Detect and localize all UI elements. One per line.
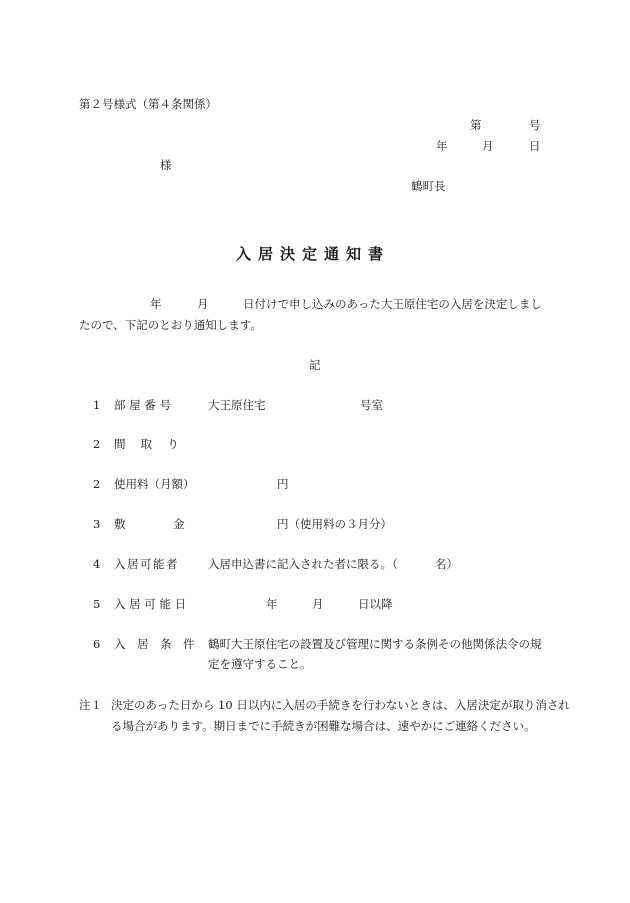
document-title: 入居決定通知書 — [236, 245, 391, 263]
item-label: 入 居 可 能 日 — [114, 597, 187, 611]
item-number: 6 — [93, 637, 101, 651]
item-label: 入居可能者 — [114, 557, 179, 571]
form-label: 第２号様式（第４条関係） — [79, 97, 217, 111]
item-condition-line2: 定を遵守すること。 — [208, 657, 312, 671]
note-line1: 決定のあった日から 10 日以内に入居の手続きを行わないときは、入居決定が取り消され — [111, 698, 570, 712]
intro-line2: たので、下記のとおり通知します。 — [79, 318, 262, 332]
item-month: 月 — [312, 597, 324, 611]
intro-year: 年 — [150, 297, 162, 311]
addressee-suffix: 様 — [160, 158, 172, 172]
ki-heading: 記 — [309, 358, 321, 372]
item-number: 2 — [93, 477, 101, 491]
date-year: 年 — [436, 139, 448, 153]
date-day: 日 — [529, 139, 541, 153]
item-number: 4 — [93, 557, 101, 571]
item-value-suffix: 号室 — [360, 398, 383, 412]
item-label: 入 居 条 件 — [114, 637, 195, 651]
item-label: 敷 — [114, 517, 126, 531]
intro-month: 月 — [197, 297, 209, 311]
note-prefix: 注１ — [79, 698, 102, 712]
item-label: 間 取 り — [114, 437, 179, 451]
item-number: 5 — [93, 597, 101, 611]
item-number: 3 — [93, 517, 101, 531]
item-value: 入居申込書に記入された者に限る。（ — [208, 557, 398, 571]
intro-line1: 日付けで申し込みのあった大王原住宅の入居を決定しまし — [243, 297, 542, 311]
issuer: 鶴町長 — [411, 179, 446, 193]
date-month: 月 — [482, 139, 494, 153]
item-label-2: 金 — [173, 517, 185, 531]
item-condition-line1: 鶴町大王原住宅の設置及び管理に関する条例その他関係法令の規 — [208, 637, 542, 651]
item-value: 円 — [277, 477, 289, 491]
item-value-suffix: 名） — [435, 557, 458, 571]
item-year: 年 — [266, 597, 278, 611]
item-label: 使用料（月額） — [114, 477, 195, 491]
item-number: 1 — [93, 398, 101, 412]
note-line2: る場合があります。期日までに手続きが困難な場合は、速やかにご連絡ください。 — [111, 719, 536, 733]
item-value: 大王原住宅 — [208, 398, 266, 412]
number-dai: 第 — [470, 118, 482, 132]
item-number: 2 — [93, 437, 101, 451]
item-value: 円（使用料の３月分） — [277, 517, 392, 531]
item-day-after: 日以降 — [358, 597, 393, 611]
number-go: 号 — [529, 118, 541, 132]
item-label: 部 屋 番 号 — [114, 398, 171, 412]
